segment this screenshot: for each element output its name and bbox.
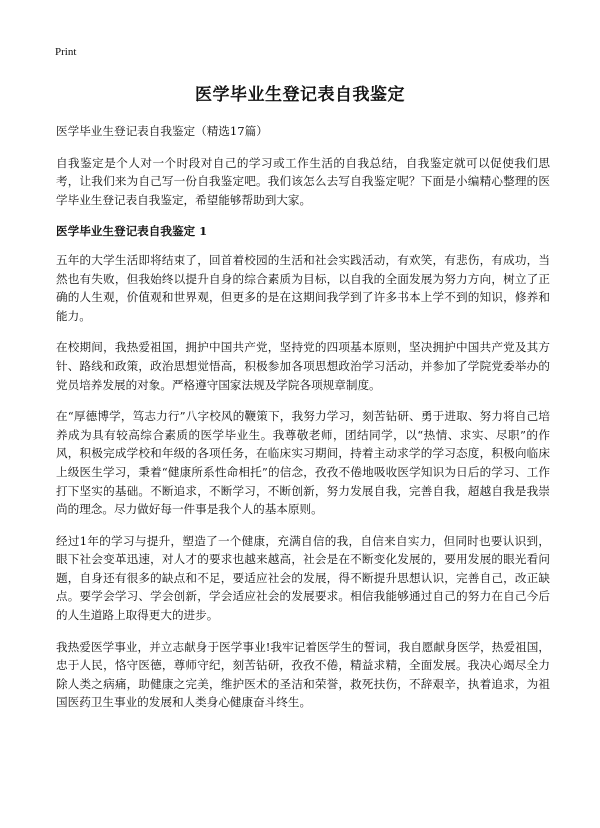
body-paragraph-1: 五年的大学生活即将结束了，回首着校园的生活和社会实践活动，有欢笑，有悲伤，有成功，当然也有失败，但我始终以提升自身的综合素质为目标，以自我的全面发展为努力方向，树立了正确的人生观，价值观和世界观，但更多的是在这期间我学到了许多书本上学不到的知识，修养和能力。	[56, 252, 550, 323]
page-title: 医学毕业生登记表自我鉴定	[195, 85, 405, 105]
section-heading: 医学毕业生登记表自我鉴定 1	[56, 224, 208, 239]
body-paragraph-5: 我热爱医学事业，并立志献身于医学事业!我牢记着医学生的誓词，我自愿献身医学，热爱祖国，忠于人民，恪守医德，尊师守纪，刻苦钻研，孜孜不倦，精益求精，全面发展。我决心竭尽全力除人类之病痛，助健康之完美，维护医术的圣洁和荣誉，救死扶伤，不辞艰辛，执着追求，为祖国医药卫生事业的发展和人类身心健康奋斗终生。	[56, 639, 550, 710]
body-paragraph-3: 在“厚德博学，笃志力行”八字校风的鞭策下，我努力学习，刻苦钻研、勇于进取、努力将自己培养成为具有较高综合素质的医学毕业生。我尊敬老师，团结同学，以“热情、求实、尽职”的作风，积极完成学校和年级的各项任务，在临床实习期间，持着主动求学的学习态度，积极向临床上级医生学习，秉着“健康所系性命相托”的信念，孜孜不倦地吸收医学知识为日后的学习、工作打下坚实的基础。不断追求，不断学习，不断创新，努力发展自我，完善自我，超越自我是我崇尚的理念。尽力做好每一件事是我个人的基本原则。	[56, 409, 550, 517]
print-link[interactable]: Print	[55, 46, 77, 58]
document-body	[56, 122, 550, 725]
document-subtitle: 医学毕业生登记表自我鉴定（精选17篇）	[56, 124, 268, 138]
intro-paragraph: 自我鉴定是个人对一个时段对自己的学习或工作生活的自我总结，自我鉴定就可以促使我们思考，让我们来为自己写一份自我鉴定吧。我们该怎么去写自我鉴定呢？下面是小编精心整理的医学毕业生登记表自我鉴定，希望能够帮助到大家。	[56, 155, 550, 207]
body-paragraph-4: 经过1年的学习与提升，塑造了一个健康，充满自信的我，自信来自实力，但同时也要认识到，眼下社会变革迅速，对人才的要求也越来越高，社会是在不断变化发展的，要用发展的眼光看问题，自身还有很多的缺点和不足，要适应社会的发展，得不断提升思想认识，完善自己，改正缺点。要学会学习、学会创新，学会适应社会的发展要求。相信我能够通过自己的努力在自己今后的人生道路上取得更大的进步。	[56, 533, 550, 623]
body-paragraph-2: 在校期间，我热爱祖国，拥护中国共产党，坚持党的四项基本原则，坚决拥护中国共产党及其方针、路线和政策，政治思想觉悟高，积极参加各项思想政治学习活动，并参加了学院党委举办的党员培养发展的对象。严格遵守国家法规及学院各项规章制度。	[56, 340, 550, 392]
